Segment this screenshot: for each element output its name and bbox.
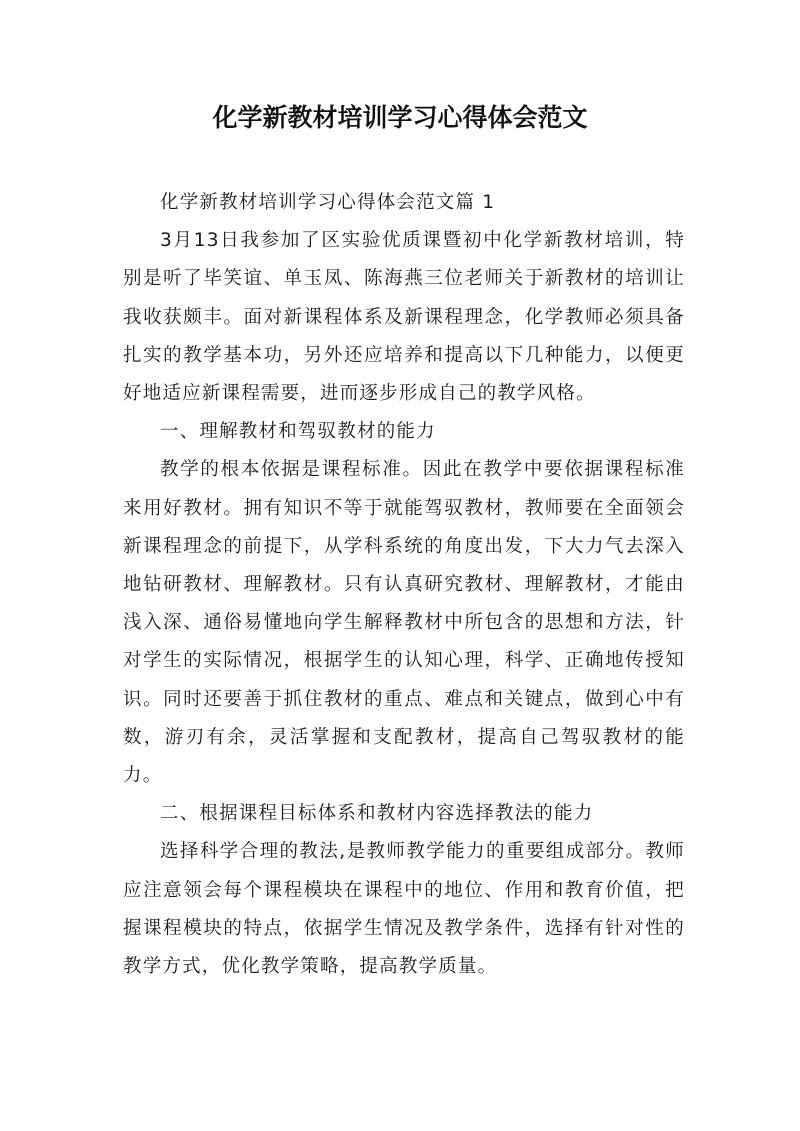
document-body: [123, 184, 685, 986]
section-heading: 化学新教材培训学习心得体会范文篇 1: [160, 192, 496, 213]
body-paragraph: 选择科学合理的教法,是教师教学能力的重要组成部分。教师应注意领会每个课程模块在课程中的地位、作用和教育价值，把握课程模块的特点，依据学生情况及教学条件，选择有针对性的教学方式，优化教学策略，提高教学质量。: [123, 841, 685, 978]
subsection-heading: 二、根据课程目标体系和教材内容选择教法的能力: [160, 803, 594, 825]
subsection-heading: 一、理解教材和驾驭教材的能力: [160, 421, 436, 443]
document-title: 化学新教材培训学习心得体会范文: [212, 103, 588, 132]
body-paragraph: 3月13日我参加了区实验优质课暨初中化学新教材培训，特别是听了毕笑谊、单玉凤、陈海燕三位老师关于新教材的培训让我收获颇丰。面对新课程体系及新课程理念，化学教师必须具备扎实的教学基本功，另外还应培养和提高以下几种能力，以便更好地适应新课程需要，进而逐步形成自己的教学风格。: [123, 230, 685, 405]
body-paragraph: 教学的根本依据是课程标准。因此在教学中要依据课程标准来用好教材。拥有知识不等于就能驾驭教材，教师要在全面领会新课程理念的前提下，从学科系统的角度出发，下大力气去深入地钻研教材、理解教材。只有认真研究教材、理解教材，才能由浅入深、通俗易懂地向学生解释教材中所包含的思想和方法，针对学生的实际情况，根据学生的认知心理，科学、正确地传授知识。同时还要善于抓住教材的重点、难点和关键点，做到心中有数，游刃有余，灵活掌握和支配教材，提高自己驾驭教材的能力。: [123, 459, 685, 787]
